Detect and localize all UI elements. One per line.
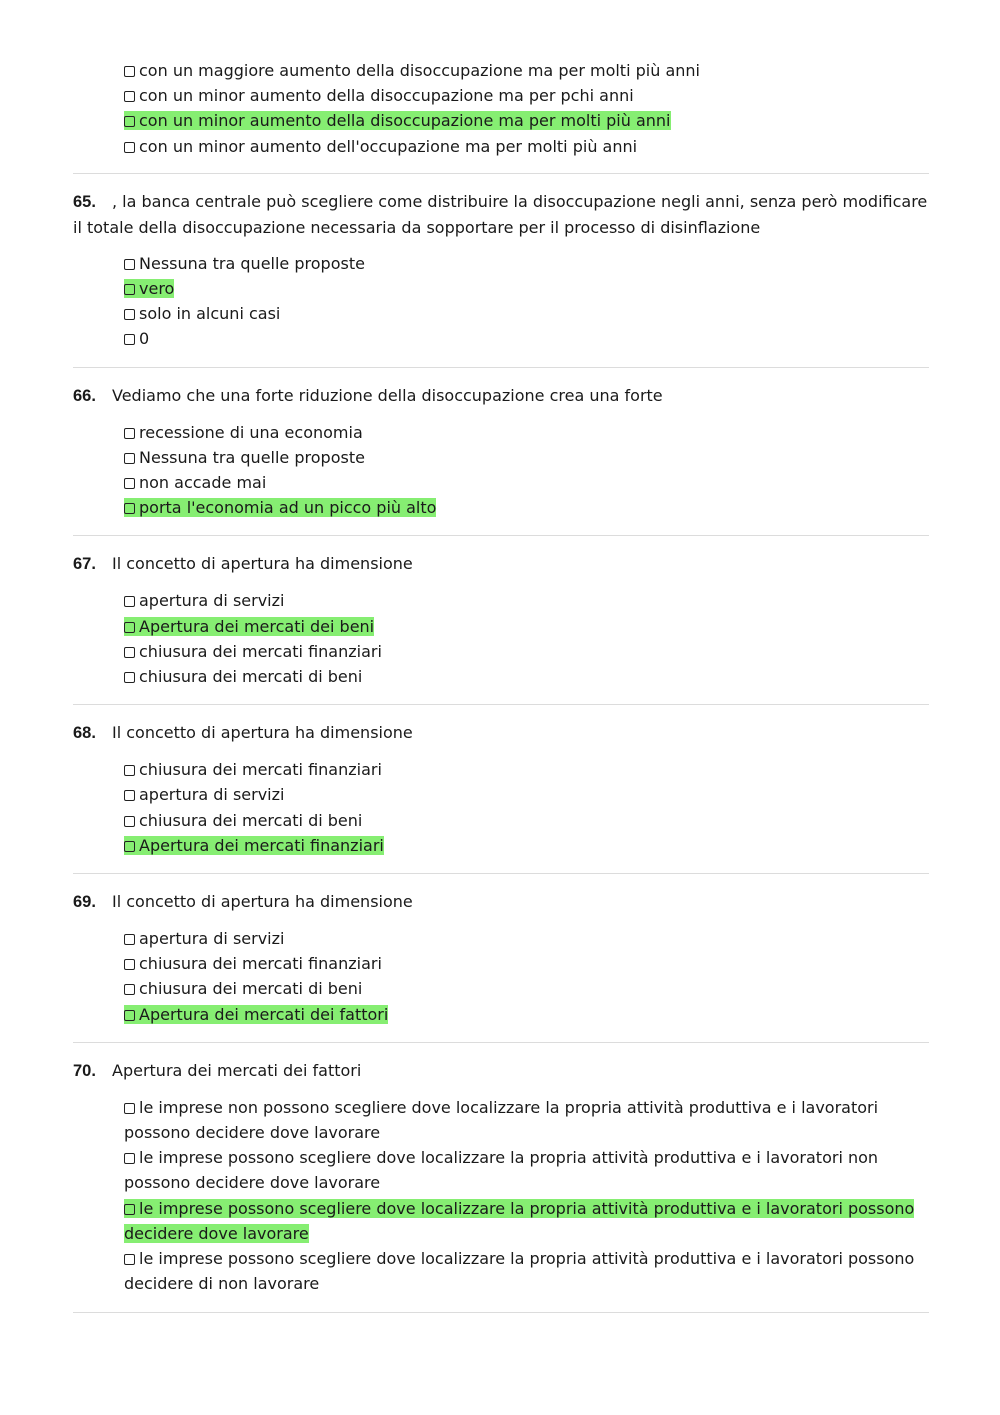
answer-option[interactable]	[124, 1145, 929, 1195]
option-text: chiusura dei mercati di beni	[139, 667, 363, 687]
correct-highlight	[124, 111, 671, 130]
checkbox-icon[interactable]	[124, 142, 135, 153]
checkbox-icon[interactable]	[124, 478, 135, 489]
question-number: 70.	[73, 1061, 96, 1080]
answer-option[interactable]	[124, 1246, 929, 1296]
question-65	[73, 174, 929, 352]
option-text: le imprese possono scegliere dove localizzare la propria attività produttiva e i lavoratori possono decidere di non lavorare	[124, 1249, 915, 1294]
answer-option[interactable]	[124, 83, 929, 108]
question-text: Il concetto di apertura ha dimensione	[112, 554, 413, 574]
question-text: Il concetto di apertura ha dimensione	[112, 892, 413, 912]
checkbox-icon[interactable]	[124, 1204, 135, 1215]
option-text: le imprese possono scegliere dove localizzare la propria attività produttiva e i lavoratori non possono decidere dove lavorare	[124, 1148, 879, 1193]
option-text: Nessuna tra quelle proposte	[139, 253, 365, 273]
quiz-document	[73, 58, 929, 1313]
answer-option-correct[interactable]	[124, 495, 929, 520]
question-66	[73, 368, 929, 521]
checkbox-icon[interactable]	[124, 1254, 135, 1265]
option-text: chiusura dei mercati di beni	[139, 979, 363, 999]
option-text: Apertura dei mercati finanziari	[139, 835, 384, 855]
option-text: porta l'economia ad un picco più alto	[139, 498, 437, 518]
answer-option[interactable]	[124, 639, 929, 664]
checkbox-icon[interactable]	[124, 116, 135, 127]
answer-option[interactable]	[124, 1095, 929, 1145]
option-text: 0	[139, 329, 150, 349]
options-list	[73, 1095, 929, 1297]
answer-option[interactable]	[124, 470, 929, 495]
option-text: chiusura dei mercati di beni	[139, 810, 363, 830]
checkbox-icon[interactable]	[124, 984, 135, 995]
checkbox-icon[interactable]	[124, 1153, 135, 1164]
option-text: chiusura dei mercati finanziari	[139, 954, 382, 974]
option-text: con un minor aumento dell'occupazione ma per molti più anni	[139, 136, 638, 156]
checkbox-icon[interactable]	[124, 334, 135, 345]
checkbox-icon[interactable]	[124, 622, 135, 633]
option-text: Apertura dei mercati dei beni	[139, 616, 375, 636]
question-number: 66.	[73, 386, 96, 405]
question-number: 67.	[73, 555, 96, 574]
option-text: Apertura dei mercati dei fattori	[139, 1004, 389, 1024]
answer-option-correct[interactable]	[124, 1002, 929, 1027]
checkbox-icon[interactable]	[124, 309, 135, 320]
option-text: con un minor aumento della disoccupazione ma per pchi anni	[139, 86, 634, 106]
option-text: recessione di una economia	[139, 422, 363, 442]
option-text: le imprese possono scegliere dove localizzare la propria attività produttiva e i lavoratori possono decidere dove lavorare	[124, 1198, 915, 1243]
answer-option[interactable]	[124, 58, 929, 83]
checkbox-icon[interactable]	[124, 816, 135, 827]
options-list	[73, 420, 929, 521]
option-text: solo in alcuni casi	[139, 304, 281, 324]
option-text: le imprese non possono scegliere dove localizzare la propria attività produttiva e i lavoratori possono decidere dove lavorare	[124, 1097, 879, 1143]
question-text: Il concetto di apertura ha dimensione	[112, 723, 413, 743]
option-text: Nessuna tra quelle proposte	[139, 447, 365, 467]
question-text: , la banca centrale può scegliere come distribuire la disoccupazione negli anni, senza però modificare il totale della disoccupazione necessaria da sopportare per il processo di disinflazione	[73, 191, 928, 237]
checkbox-icon[interactable]	[124, 284, 135, 295]
question-text: Vediamo che una forte riduzione della disoccupazione crea una forte	[112, 385, 663, 405]
answer-option[interactable]	[124, 445, 929, 470]
question-text-block	[73, 1058, 929, 1084]
answer-option[interactable]	[124, 588, 929, 613]
correct-highlight	[124, 617, 374, 636]
question-text-block	[73, 720, 929, 746]
correct-highlight	[124, 279, 174, 298]
answer-option[interactable]	[124, 134, 929, 159]
checkbox-icon[interactable]	[124, 790, 135, 801]
question-text-block	[73, 551, 929, 577]
checkbox-icon[interactable]	[124, 647, 135, 658]
option-text: apertura di servizi	[139, 591, 285, 611]
answer-option[interactable]	[124, 664, 929, 689]
question-text-block	[73, 383, 929, 409]
option-text: apertura di servizi	[139, 929, 285, 949]
checkbox-icon[interactable]	[124, 959, 135, 970]
checkbox-icon[interactable]	[124, 765, 135, 776]
answer-option[interactable]	[124, 782, 929, 807]
answer-option-correct[interactable]	[124, 276, 929, 301]
question-68	[73, 705, 929, 858]
option-text: con un maggiore aumento della disoccupazione ma per molti più anni	[139, 61, 700, 80]
checkbox-icon[interactable]	[124, 66, 135, 77]
answer-option[interactable]	[124, 926, 929, 951]
checkbox-icon[interactable]	[124, 453, 135, 464]
answer-option-correct[interactable]	[124, 108, 929, 133]
previous-question-options	[73, 58, 929, 159]
question-number: 69.	[73, 893, 96, 912]
question-text-block	[73, 189, 929, 240]
question-70	[73, 1043, 929, 1297]
checkbox-icon[interactable]	[124, 841, 135, 852]
options-list	[73, 588, 929, 689]
checkbox-icon[interactable]	[124, 428, 135, 439]
checkbox-icon[interactable]	[124, 259, 135, 270]
question-text: Apertura dei mercati dei fattori	[112, 1060, 362, 1080]
answer-option[interactable]	[124, 951, 929, 976]
correct-highlight	[124, 836, 384, 855]
question-text-block	[73, 889, 929, 915]
checkbox-icon[interactable]	[124, 503, 135, 514]
option-text: con un minor aumento della disoccupazione ma per molti più anni	[139, 111, 671, 131]
checkbox-icon[interactable]	[124, 672, 135, 683]
answer-option[interactable]	[124, 301, 929, 326]
option-text: chiusura dei mercati finanziari	[139, 760, 382, 780]
answer-option[interactable]	[124, 326, 929, 351]
correct-highlight	[124, 1005, 388, 1024]
question-number: 68.	[73, 724, 96, 743]
option-text: vero	[139, 279, 175, 299]
options-list	[73, 251, 929, 352]
question-69	[73, 874, 929, 1027]
answer-option-correct[interactable]	[124, 1196, 929, 1246]
answer-option[interactable]	[124, 251, 929, 276]
answer-option-correct[interactable]	[124, 614, 929, 639]
checkbox-icon[interactable]	[124, 91, 135, 102]
checkbox-icon[interactable]	[124, 1010, 135, 1021]
checkbox-icon[interactable]	[124, 934, 135, 945]
answer-option[interactable]	[124, 808, 929, 833]
option-text: apertura di servizi	[139, 785, 285, 805]
question-67	[73, 536, 929, 689]
answer-option-correct[interactable]	[124, 833, 929, 858]
options-list	[73, 757, 929, 858]
checkbox-icon[interactable]	[124, 596, 135, 607]
option-text: non accade mai	[139, 473, 267, 493]
checkbox-icon[interactable]	[124, 1103, 135, 1114]
correct-highlight	[124, 498, 436, 517]
answer-option[interactable]	[124, 757, 929, 782]
correct-highlight	[124, 1199, 914, 1243]
answer-option[interactable]	[124, 976, 929, 1001]
options-list	[73, 926, 929, 1027]
question-number: 65.	[73, 192, 96, 211]
answer-option[interactable]	[124, 420, 929, 445]
option-text: chiusura dei mercati finanziari	[139, 641, 382, 661]
question-divider	[73, 1312, 929, 1313]
